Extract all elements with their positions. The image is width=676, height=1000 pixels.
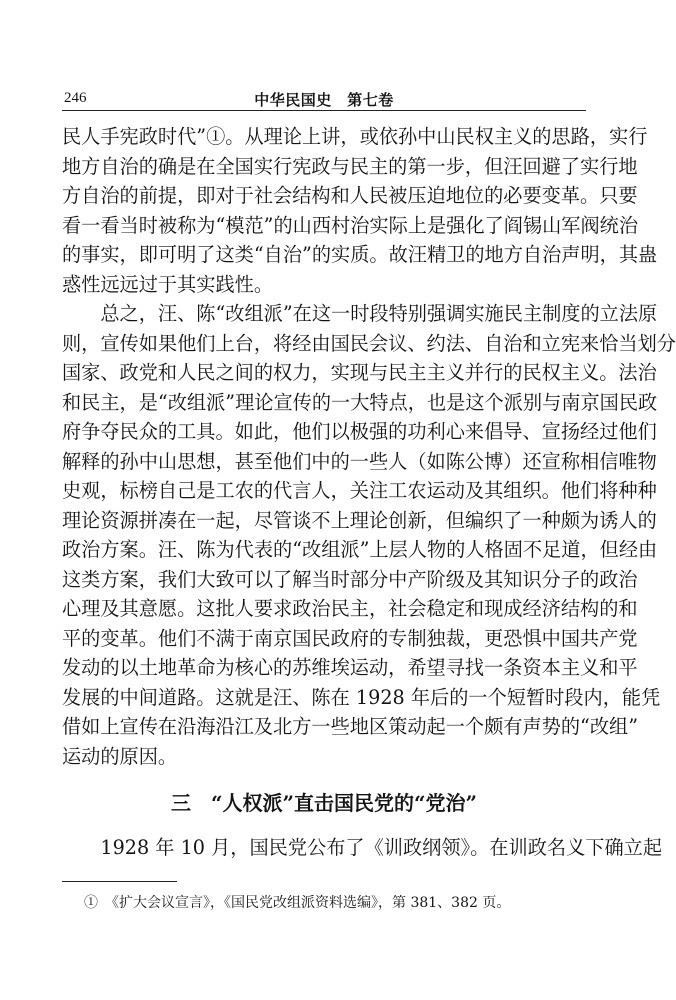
running-title: 中华民国史 第七卷 (254, 91, 394, 109)
footnote: ① 《扩大会议宣言》，《国民党改组派资料选编》，第 381、382 页。 (84, 894, 511, 911)
body-line: 方自治的前提，即对于社会结构和人民被压迫地位的必要变革。只要 (62, 184, 638, 207)
body-line: 的事实，即可明了这类“自治”的实质。故汪精卫的地方自治声明，其蛊 (62, 243, 658, 266)
page-header (62, 88, 586, 111)
body-line: 史观，标榜自己是工农的代言人，关注工农运动及其组织。他们将种种 (62, 479, 657, 502)
body-line: 平的变革。他们不满于南京国民政府的专制独裁，更恐惧中国共产党 (62, 626, 638, 650)
body-line: 解释的孙中山思想，甚至他们中的一些人（如陈公博）还宣称相信唯物 (62, 449, 657, 473)
section-heading: 三 “人权派”直击国民党的“党治” (170, 791, 477, 815)
body-line: 则，宣传如果他们上台，将经由国民会议、约法、自治和立宪来恰当划分 (62, 331, 676, 355)
body-line: 政治方案。汪、陈为代表的“改组派”上层人物的人格固不足道，但经由 (62, 538, 658, 561)
body-line: 发展的中间道路。这就是汪、陈在 1928 年后的一个短暂时段内，能凭 (62, 685, 661, 709)
body-line: 民人手宪政时代”①。从理论上讲，或依孙中山民权主义的思路，实行 (62, 125, 648, 148)
body-line: 这类方案，我们大致可以了解当时部分中产阶级及其知识分子的政治 (62, 567, 638, 591)
body-line: 借如上宣传在沿海沿江及北方一些地区策动起一个颇有声势的“改组” (62, 715, 639, 738)
footnote-divider (62, 881, 177, 882)
body-line: 理论资源拼凑在一起，尽管谈不上理论创新，但编织了一种颇为诱人的 (62, 508, 657, 532)
body-line: 府争夺民众的工具。如此，他们以极强的功利心来倡导、宣扬经过他们 (62, 420, 657, 443)
body-line: 看一看当时被称为“模范”的山西村治实际上是强化了阎锡山军阀统治 (62, 213, 639, 237)
body-line: 国家、政党和人民之间的权力，实现与民主主义并行的民权主义。法治 (62, 361, 657, 384)
body-line: 惑性远远过于其实践性。 (62, 272, 274, 296)
body-line: 地方自治的确是在全国实行宪政与民主的第一步，但汪回避了实行地 (62, 154, 638, 178)
body-line: 运动的原因。 (62, 744, 178, 768)
body-line: 发动的以土地革命为核心的苏维埃运动，希望寻找一条资本主义和平 (62, 656, 638, 679)
body-line: 心理及其意愿。这批人要求政治民主，社会稳定和现成经济结构的和 (62, 597, 638, 620)
body-line: 总之，汪、陈“改组派”在这一时段特别强调实施民主制度的立法原 (62, 302, 658, 325)
body-line: 和民主，是“改组派”理论宣传的一大特点，也是这个派别与南京国民政 (62, 390, 658, 414)
page-number: 246 (64, 90, 87, 106)
body-line: 1928 年 10 月，国民党公布了《训政纲领》。在训政名义下确立起 (62, 836, 663, 859)
